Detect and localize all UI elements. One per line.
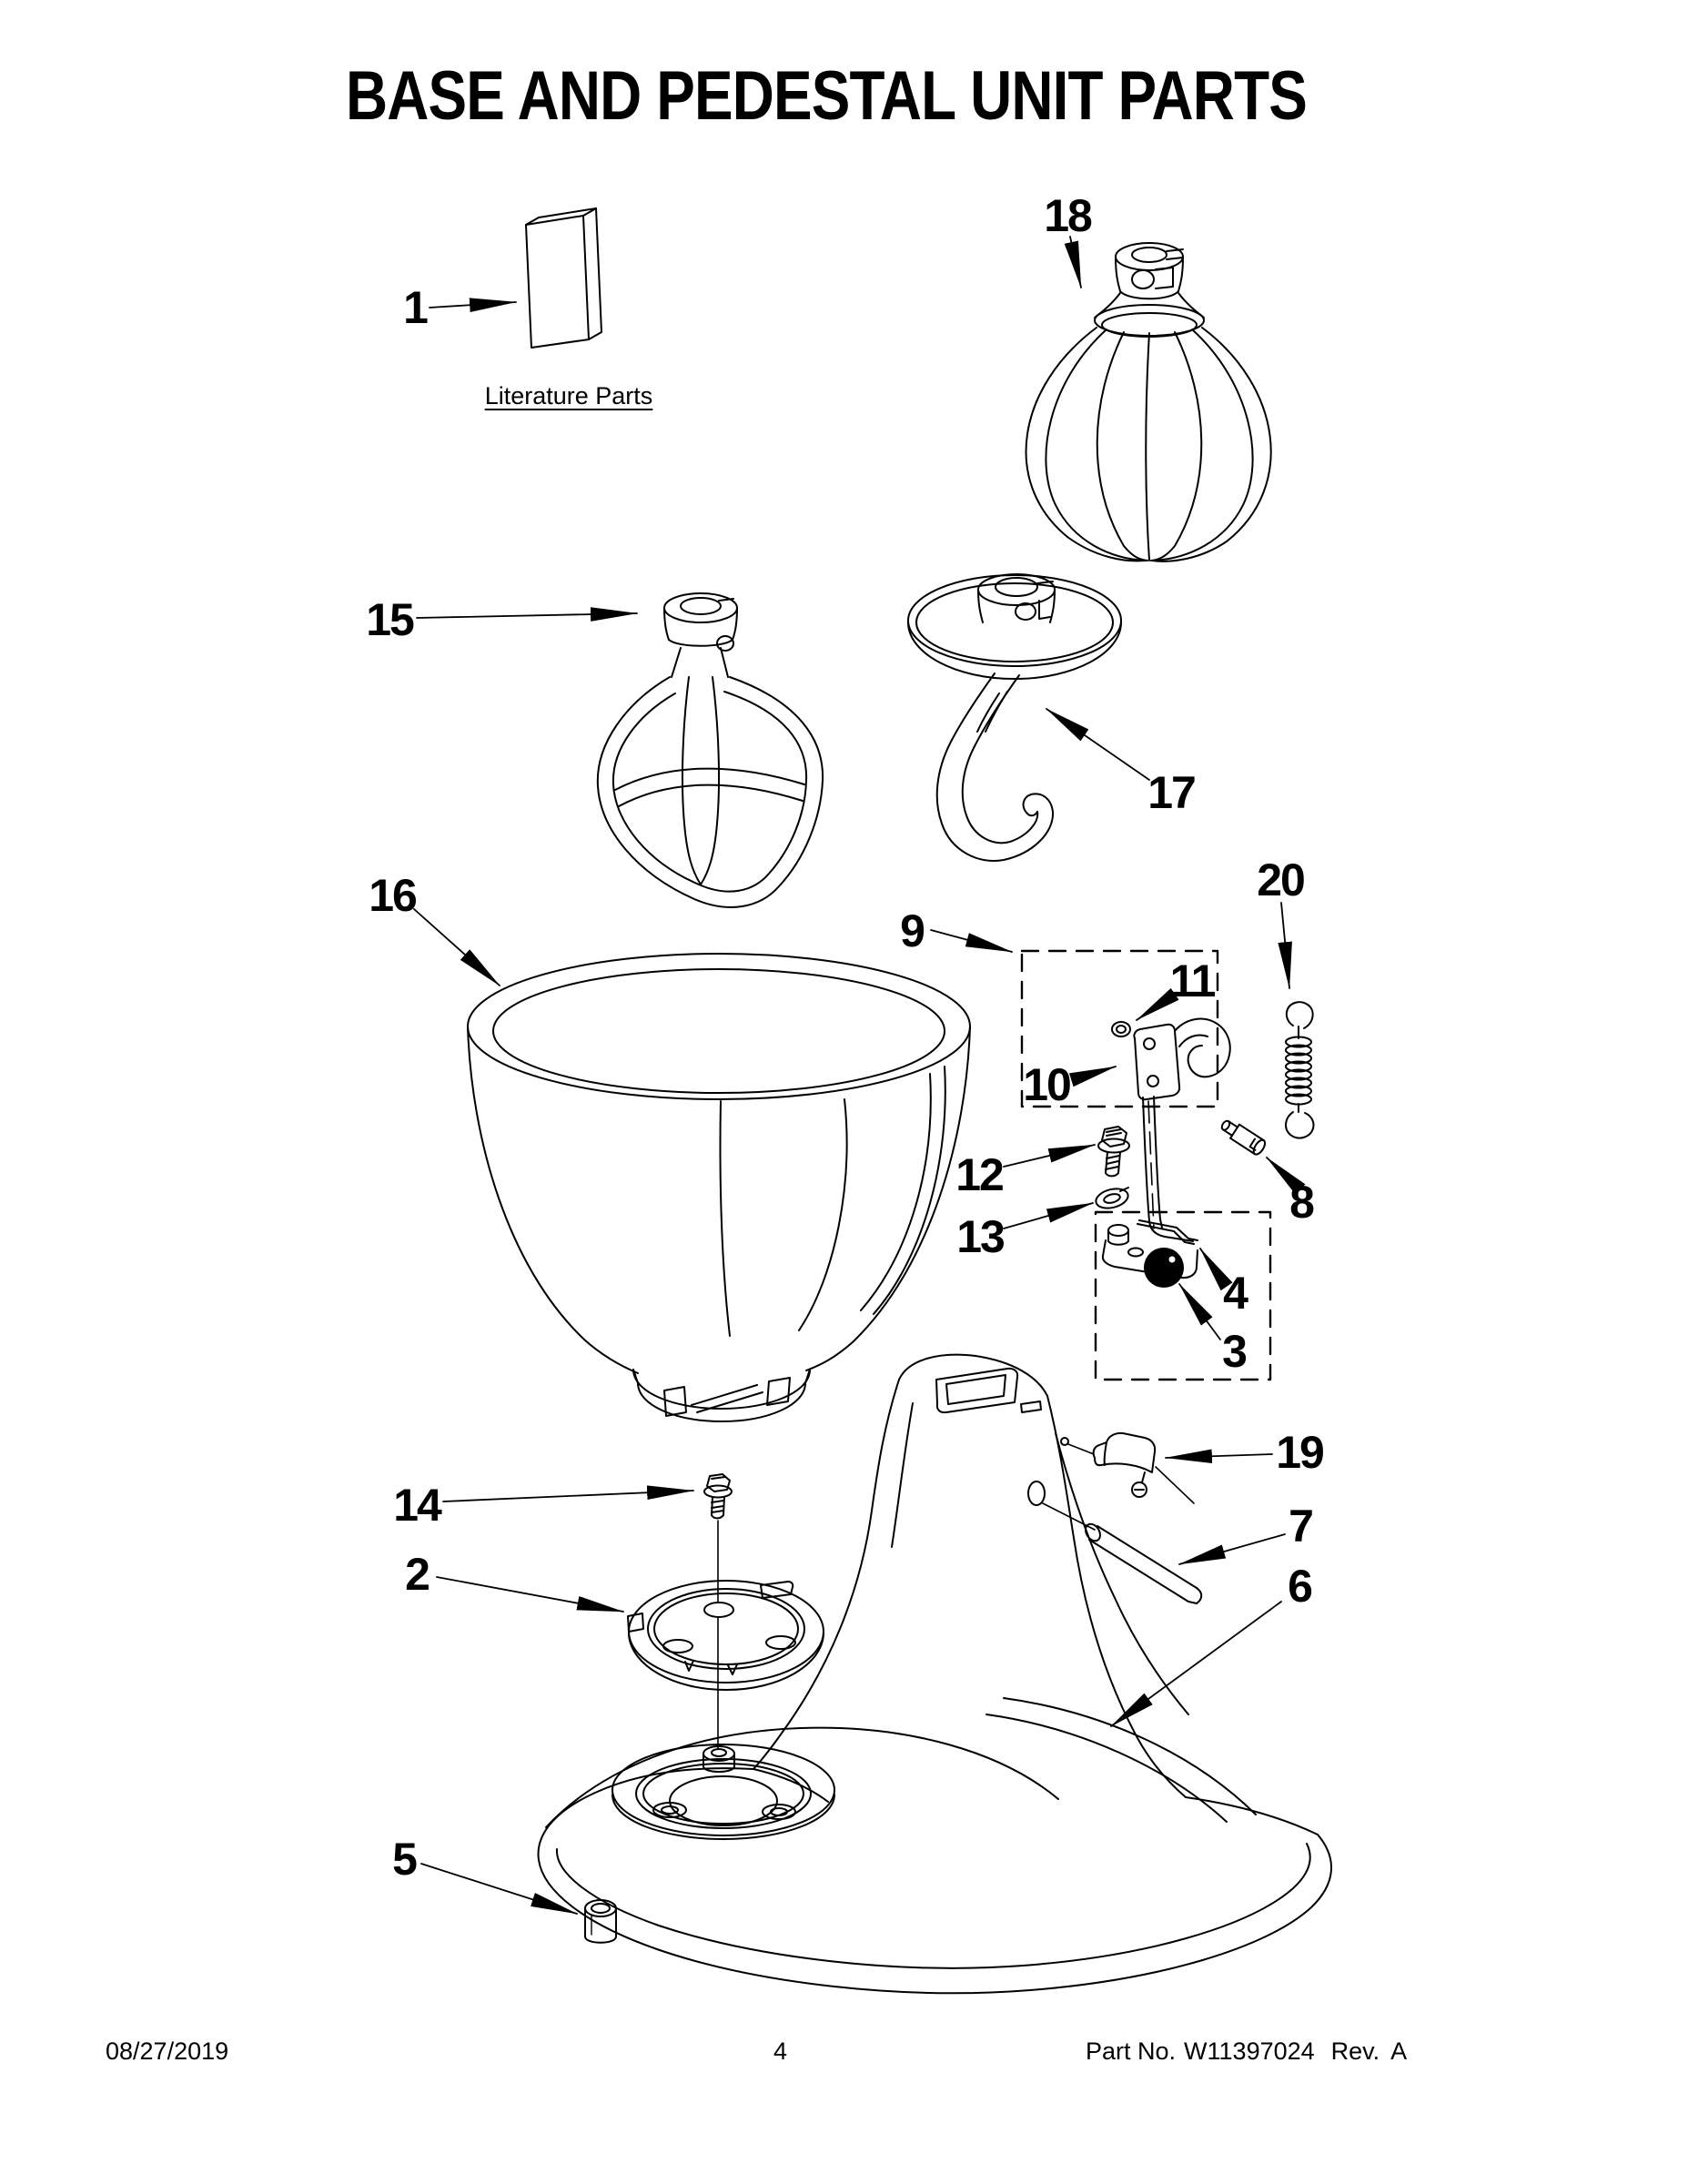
callout-11: 11 (1169, 956, 1215, 1006)
callout-6: 6 (1288, 1561, 1311, 1612)
wire-whip-drawing (1026, 243, 1271, 561)
footer-part-label: Part No. (1086, 2037, 1177, 2065)
callout-16: 16 (369, 870, 416, 921)
dough-hook-drawing (908, 574, 1121, 861)
literature-parts-label: Literature Parts (484, 382, 653, 410)
callout-8: 8 (1289, 1177, 1313, 1228)
washer-13-drawing (1094, 1186, 1130, 1211)
callout-9: 9 (900, 905, 924, 956)
callout-19: 19 (1276, 1427, 1323, 1478)
callout-2: 2 (405, 1549, 429, 1600)
bowl-bracket-drawing (1112, 1019, 1230, 1241)
screw-14-drawing (704, 1474, 732, 1749)
bowl-drawing (468, 954, 970, 1421)
callout-14: 14 (393, 1480, 440, 1531)
rod-7-drawing (1028, 1481, 1201, 1603)
footer-rev-value: A (1390, 2037, 1408, 2065)
footer-part-number: W11397024 (1184, 2037, 1315, 2065)
plate-2-drawing (628, 1581, 824, 1690)
literature-booklet-drawing (526, 208, 601, 348)
clip-19-drawing (1061, 1433, 1194, 1503)
callout-18: 18 (1044, 190, 1091, 241)
callout-7: 7 (1289, 1501, 1312, 1552)
pin-drawing (1218, 1117, 1267, 1156)
callout-15: 15 (366, 594, 413, 645)
callout-1: 1 (403, 282, 427, 333)
callout-17: 17 (1147, 767, 1195, 818)
callout-3: 3 (1222, 1326, 1246, 1377)
callout-10: 10 (1023, 1059, 1070, 1110)
footer-page-number: 4 (773, 2037, 788, 2065)
callout-5: 5 (392, 1834, 416, 1885)
callout-12: 12 (955, 1149, 1003, 1200)
screw-12-drawing (1098, 1127, 1129, 1176)
lever-ball-drawing (1103, 1220, 1198, 1288)
callout-13: 13 (956, 1211, 1004, 1262)
footer-part-info (1086, 2037, 1407, 2066)
footer-rev-label: Rev. (1330, 2037, 1380, 2065)
callout-4: 4 (1223, 1268, 1247, 1319)
flat-beater-drawing (598, 593, 823, 907)
callout-leader-lines (414, 237, 1299, 1914)
page-title: BASE AND PEDESTAL UNIT PARTS (346, 57, 1307, 135)
callout-20: 20 (1257, 854, 1304, 905)
spring-drawing (1286, 1002, 1314, 1138)
footer-date: 08/27/2019 (106, 2037, 229, 2065)
